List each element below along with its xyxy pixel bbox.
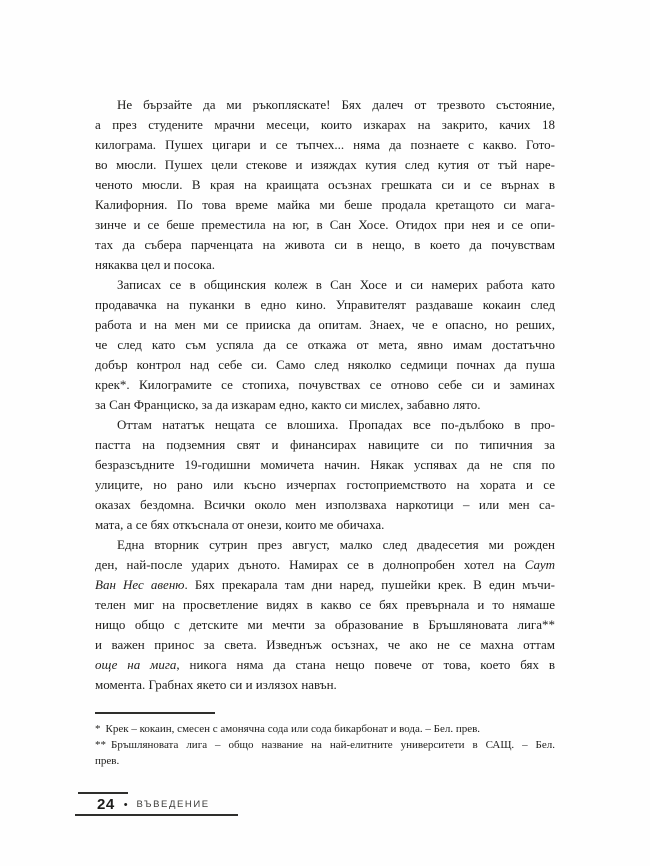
footer-rule-bottom — [75, 814, 238, 816]
footer-rule-top — [78, 792, 128, 794]
text-line: продавачка на пуканки в едно кино. Управителят раздаваше кокаин след — [95, 297, 555, 312]
text-line: и важен принос за света. Изведнъж осъзнах, че ако не се махна оттам — [95, 637, 555, 652]
footnote-line: прев. — [95, 755, 120, 767]
text-line: добър контрол над себе си. Само след няколко седмици почнах да пуша — [95, 357, 555, 372]
text-line: оказах бездомна. Всички около мен използваха наркотици – или мен са- — [95, 497, 555, 512]
footnote-marker: * — [95, 723, 101, 735]
text-line: работа и на мен ми се прииска да опитам. Знаех, че е опасно, но реших, — [95, 317, 555, 332]
text-line: момента. Грабнах якето си и излязох навън. — [95, 677, 337, 692]
text-line: пастта на подземния свят и финансирах навиците си по типичния за — [95, 437, 555, 452]
footnote-list — [95, 721, 555, 769]
footer-bullet-icon: • — [123, 798, 128, 811]
paragraph — [95, 275, 555, 415]
body-text — [95, 95, 555, 695]
footnote-line: * Крек – кокаин, смесен с амонячна сода или сода бикарбонат и вода. – Бел. прев. — [95, 723, 481, 735]
text-line: за Сан Франциско, за да изкарам едно, както си мислех, забавно лято. — [95, 397, 481, 412]
footnote-line: ** Бръшляновата лига – общо название на най-елитните университети в САЩ. – Бел. — [95, 739, 555, 751]
text-line: килограма. Пушех цигари и се тъпчех... няма да познаете с какво. Гото- — [95, 137, 555, 152]
text-line: Записах се в общинския колеж в Сан Хосе и си намерих работа като — [117, 277, 555, 292]
text-line: улиците, но рано или късно изчерпах гостоприемството на хората и се — [95, 477, 555, 492]
text-line: крек*. Килограмите се стопиха, почувствах се отново себе си и заминах — [95, 377, 555, 392]
text-line: а през студените мрачни месеци, които изкарах на закрито, качих 18 — [95, 117, 555, 132]
paragraph — [95, 535, 555, 695]
text-line: Оттам нататък нещата се влошиха. Пропадах все по-дълбоко в про- — [117, 417, 555, 432]
text-line: някаква цел и посока. — [95, 257, 215, 272]
text-line: още на мига, никога няма да стана нещо повече от това, което бях в — [95, 657, 555, 672]
text-line: нищо общо с детските ми мечти за образование в Бръшляновата лига** — [95, 617, 555, 632]
text-line: че след като съм успяла да се откажа от мета, явно имам достатъчно — [95, 337, 555, 352]
text-line: телен миг на просветление видях в какво се бях превърнала и то нямаше — [95, 597, 555, 612]
paragraph — [95, 415, 555, 535]
chapter-title: ВЪВЕДЕНИЕ — [136, 799, 210, 810]
page-footer — [97, 796, 210, 813]
text-line: Ван Нес авеню. Бях прекарала там дни наред, пушейки крек. В един мъчи- — [95, 577, 555, 592]
footnote-separator-rule — [95, 712, 215, 714]
text-line: Не бързайте да ми ръкопляскате! Бях далеч от трезвото състояние, — [117, 97, 555, 112]
text-line: ченото мюсли. В края на краищата осъзнах грешката си и се върнах в — [95, 177, 555, 192]
text-line: мата, а се бях откъснала от онези, които ме обичаха. — [95, 517, 385, 532]
text-line: безразсъдните 19-годишни момичета начин. Някак успявах да не спя по — [95, 457, 555, 472]
page-number: 24 — [97, 796, 115, 813]
paragraph — [95, 95, 555, 275]
text-line: зинче и се беше преместила на юг, в Сан Хосе. Отидох при нея и се опи- — [95, 217, 555, 232]
text-line: ден, най-после ударих дъното. Намирах се в долнопробен хотел на Саут — [95, 557, 555, 572]
text-line: Една вторник сутрин през август, малко след двадесетия ми рожден — [117, 537, 555, 552]
text-line: во мюсли. Пушех цели стекове и изяждах кутия след кутия от тъй наре- — [95, 157, 555, 172]
text-line: Калифорния. По това време майка ми беше продала кретащото си мага- — [95, 197, 555, 212]
text-line: тах да събера парченцата на живота си в нещо, в което да почувствам — [95, 237, 555, 252]
footnote-marker: ** — [95, 739, 106, 751]
